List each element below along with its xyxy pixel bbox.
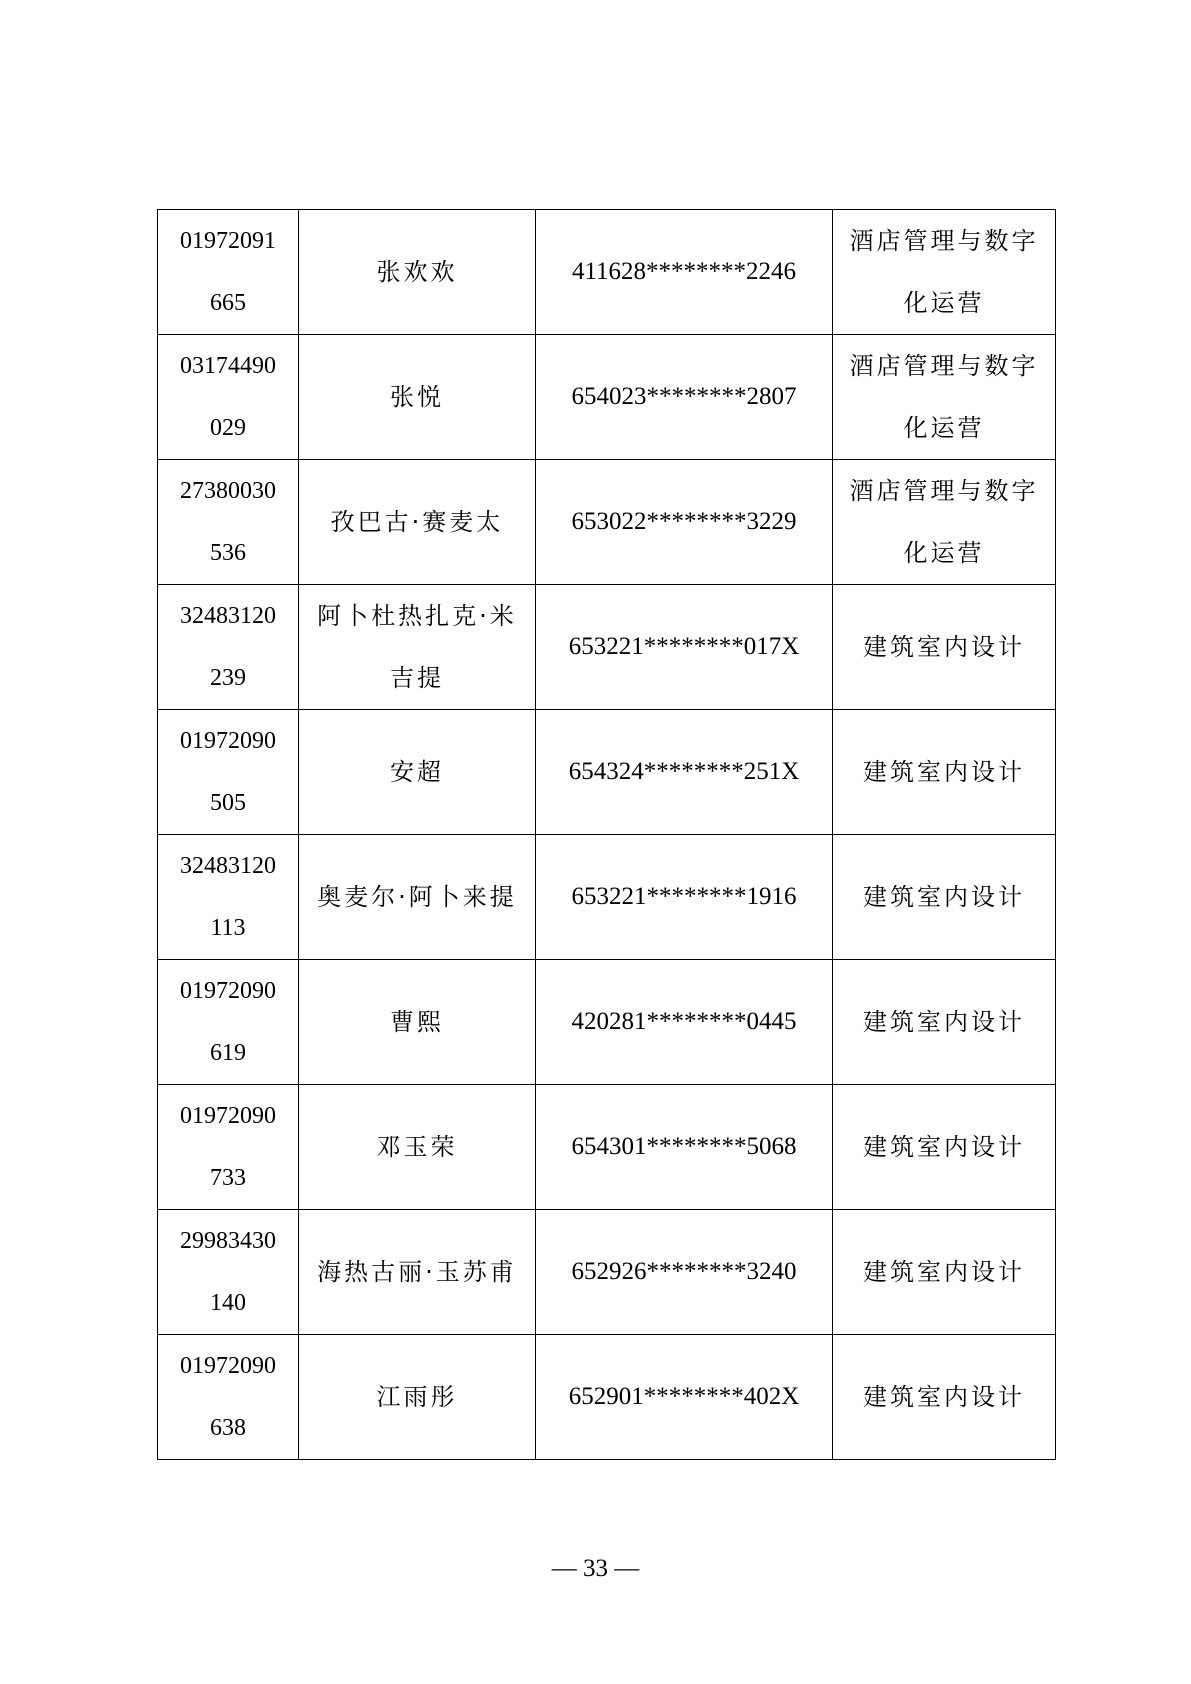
major-cell: 酒店管理与数字化运营: [833, 335, 1056, 460]
name-cell: 张欢欢: [299, 210, 536, 335]
student-number-cell: [158, 710, 299, 835]
student-number-line: 01972091: [180, 228, 276, 254]
major-cell: 建筑室内设计: [833, 960, 1056, 1085]
table-row: [158, 460, 1056, 585]
student-number-line: 29983430: [180, 1228, 276, 1254]
name-cell: 孜巴古·赛麦太: [299, 460, 536, 585]
table-row: [158, 1085, 1056, 1210]
id-number-cell: 653221********1916: [536, 835, 833, 960]
name-cell: 张悦: [299, 335, 536, 460]
student-number-line: 27380030: [180, 478, 276, 504]
id-number-cell: 653221********017X: [536, 585, 833, 710]
student-number-cell: [158, 835, 299, 960]
table-row: [158, 835, 1056, 960]
id-number-cell: 654324********251X: [536, 710, 833, 835]
student-number-cell: [158, 460, 299, 585]
student-number-cell: [158, 960, 299, 1085]
table-row: [158, 960, 1056, 1085]
id-number-cell: 653022********3229: [536, 460, 833, 585]
student-number-line: 733: [210, 1165, 246, 1191]
table-row: [158, 710, 1056, 835]
student-number-line: 113: [210, 915, 246, 941]
student-number-cell: [158, 1335, 299, 1460]
id-number-cell: 411628********2246: [536, 210, 833, 335]
name-cell: 曹熙: [299, 960, 536, 1085]
major-cell: 建筑室内设计: [833, 1210, 1056, 1335]
student-number-line: 029: [210, 415, 246, 441]
major-cell: 建筑室内设计: [833, 1335, 1056, 1460]
student-number-cell: [158, 210, 299, 335]
id-number-cell: 652926********3240: [536, 1210, 833, 1335]
student-number-line: 01972090: [180, 978, 276, 1004]
id-number-cell: 420281********0445: [536, 960, 833, 1085]
major-cell: 建筑室内设计: [833, 710, 1056, 835]
student-number-cell: [158, 335, 299, 460]
roster-body: [158, 210, 1056, 1460]
name-cell: 海热古丽·玉苏甫: [299, 1210, 536, 1335]
name-cell: 邓玉荣: [299, 1085, 536, 1210]
id-number-cell: 652901********402X: [536, 1335, 833, 1460]
student-number-line: 536: [210, 540, 246, 566]
major-cell: 建筑室内设计: [833, 835, 1056, 960]
major-cell: 酒店管理与数字化运营: [833, 460, 1056, 585]
student-number-cell: [158, 1210, 299, 1335]
major-cell: 建筑室内设计: [833, 1085, 1056, 1210]
student-number-cell: [158, 585, 299, 710]
student-number-line: 32483120: [180, 853, 276, 879]
name-cell: 江雨彤: [299, 1335, 536, 1460]
student-number-line: 01972090: [180, 1353, 276, 1379]
student-number-line: 140: [210, 1290, 246, 1316]
name-cell: 奥麦尔·阿卜来提: [299, 835, 536, 960]
student-number-line: 01972090: [180, 728, 276, 754]
page-number: — 33 —: [551, 1555, 640, 1582]
table-row: [158, 585, 1056, 710]
table-row: [158, 210, 1056, 335]
table-row: [158, 335, 1056, 460]
student-number-line: 03174490: [180, 353, 276, 379]
student-number-cell: [158, 1085, 299, 1210]
name-cell: 阿卜杜热扎克·米吉提: [299, 585, 536, 710]
student-number-line: 505: [210, 790, 246, 816]
student-number-line: 638: [210, 1415, 246, 1441]
major-cell: 建筑室内设计: [833, 585, 1056, 710]
table-row: [158, 1335, 1056, 1460]
student-number-line: 239: [210, 665, 246, 691]
student-number-line: 32483120: [180, 603, 276, 629]
id-number-cell: 654023********2807: [536, 335, 833, 460]
id-number-cell: 654301********5068: [536, 1085, 833, 1210]
name-cell: 安超: [299, 710, 536, 835]
student-number-line: 01972090: [180, 1103, 276, 1129]
student-roster-table: [157, 209, 1056, 1460]
student-number-line: 619: [210, 1040, 246, 1066]
table-row: [158, 1210, 1056, 1335]
major-cell: 酒店管理与数字化运营: [833, 210, 1056, 335]
student-number-line: 665: [210, 290, 246, 316]
